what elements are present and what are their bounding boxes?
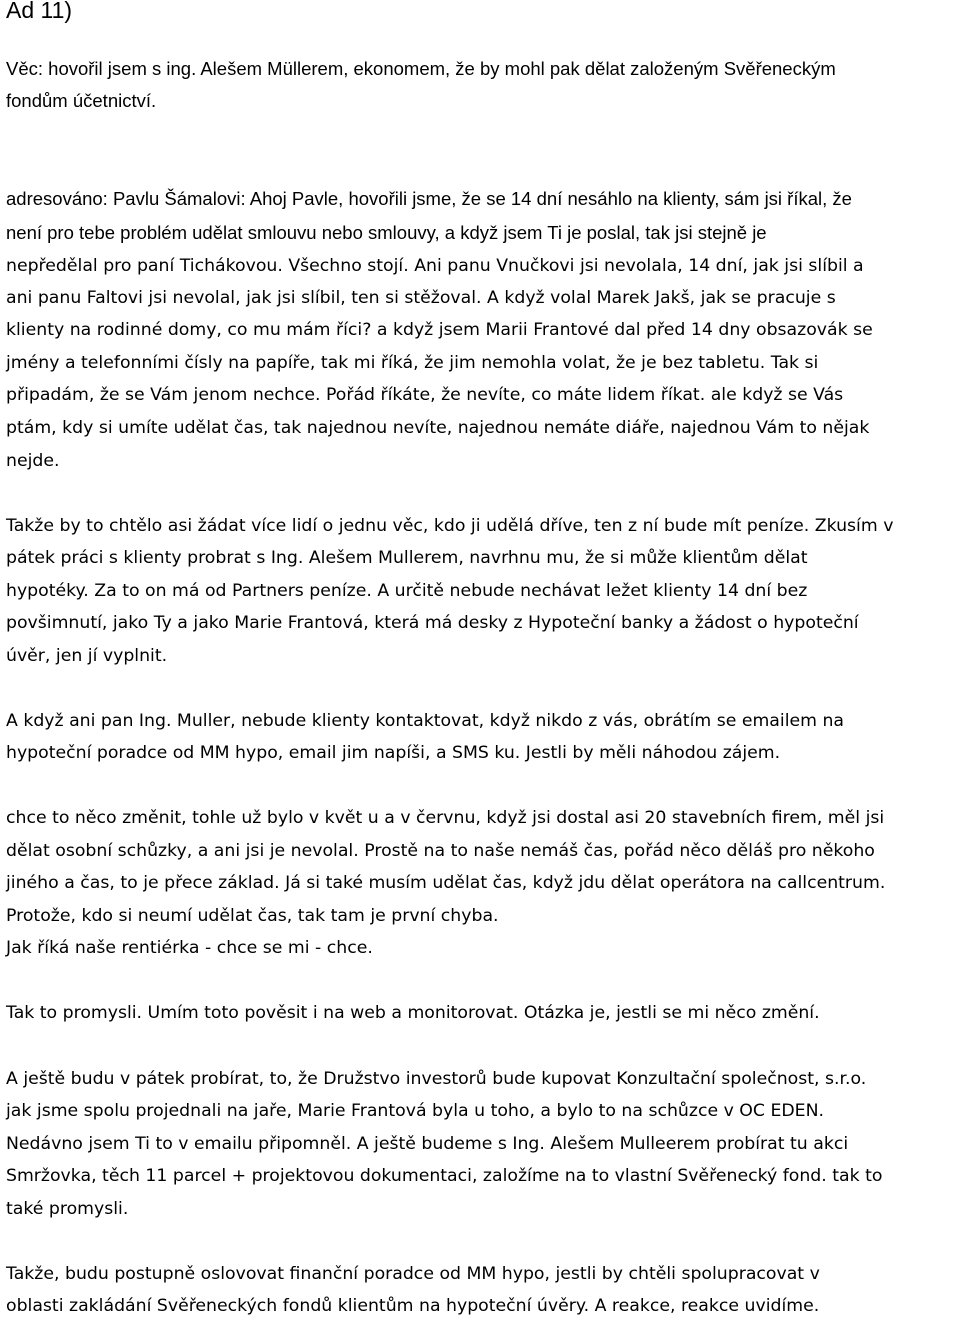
text-line: Protože, kdo si neumí udělat čas, tak tam je první chyba. bbox=[6, 906, 499, 926]
text-line: nepředělal pro paní Tichákovou. Všechno stojí. Ani panu Vnučkovi jsi nevolala, 14 dní, jak jsi slíbil a bbox=[6, 256, 864, 276]
text-line: ptám, kdy si umíte udělat čas, tak najednou nevíte, najednou nemáte diáře, najednou Vám to nějak bbox=[6, 418, 870, 438]
text-line: Tak to promysli. Umím toto pověsit i na web a monitorovat. Otázka je, jestli se mi něco změní. bbox=[6, 1003, 820, 1023]
text-line: hypotéky. Za to on má od Partners peníze. A určitě nebude nechávat ležet klienty 14 dní bez bbox=[6, 581, 808, 601]
text-line: Takže, budu postupně oslovovat finanční poradce od MM hypo, jestli by chtěli spolupracovat v bbox=[6, 1264, 820, 1284]
text-line: Jak říká naše rentiérka - chce se mi - chce. bbox=[6, 938, 373, 958]
text-line: připadám, že se Vám jenom nechce. Pořád říkáte, že nevíte, co máte lidem říkat. ale když se Vás bbox=[6, 385, 844, 405]
text-line: také promysli. bbox=[6, 1199, 129, 1219]
text-line: oblasti zakládání Svěřeneckých fondů klientům na hypoteční úvěry. A reakce, reakce uvidíme. bbox=[6, 1296, 820, 1316]
text-line: A ještě budu v pátek probírat, to, že Družstvo investorů bude kupovat Konzultační společnost, s.r.o. bbox=[6, 1069, 867, 1089]
text-line: klienty na rodinné domy, co mu mám říci? a když jsem Marii Frantové dal před 14 dny obsazovák se bbox=[6, 320, 873, 340]
text-line: povšimnutí, jako Ty a jako Marie Frantová, která má desky z Hypoteční banky a žádost o hypoteční bbox=[6, 613, 859, 633]
text-line: jak jsme spolu projednali na jaře, Marie Frantová byla u toho, a bylo to na schůzce v OC EDEN. bbox=[6, 1101, 825, 1121]
text-line: jmény a telefonními čísly na papíře, tak mi říká, že jim nemohla volat, že je bez tabletu. Tak si bbox=[6, 353, 819, 373]
text-line: adresováno: Pavlu Šámalovi: Ahoj Pavle, hovořili jsme, že se 14 dní nesáhlo na klienty, sám jsi říkal, že bbox=[6, 188, 852, 209]
text-line: není pro tebe problém udělat smlouvu nebo smlouvy, a když jsem Ti je poslal, tak jsi stejně je bbox=[6, 222, 767, 243]
text-line: hypoteční poradce od MM hypo, email jim napíši, a SMS ku. Jestli by měli náhodou zájem. bbox=[6, 743, 781, 763]
text-line: Takže by to chtělo asi žádat více lidí o jednu věc, kdo ji udělá dříve, ten z ní bude mít peníze. Zkusím v bbox=[6, 516, 894, 536]
text-line: Smržovka, těch 11 parcel + projektovou dokumentaci, založíme na to vlastní Svěřenecký fond. tak to bbox=[6, 1166, 883, 1186]
text-line: Nedávno jsem Ti to v emailu připomněl. A ještě budeme s Ing. Alešem Mulleerem probírat tu akci bbox=[6, 1134, 849, 1154]
text-line: A když ani pan Ing. Muller, nebude klienty kontaktovat, když nikdo z vás, obrátím se emailem na bbox=[6, 711, 844, 731]
text-line: pátek práci s klienty probrat s Ing. Alešem Mullerem, navrhnu mu, že si může klientům dělat bbox=[6, 548, 808, 568]
page-heading: Ad 11) bbox=[6, 0, 73, 23]
text-line: ani panu Faltovi jsi nevolal, jak jsi slíbil, ten si stěžoval. A když volal Marek Jakš, jak se pracuje s bbox=[6, 288, 836, 308]
text-line: Věc: hovořil jsem s ing. Alešem Müllerem, ekonomem, že by mohl pak dělat založeným Svěřeneckým bbox=[6, 58, 836, 79]
text-line: jiného a čas, to je přece základ. Já si také musím udělat čas, když jdu dělat operátora na callcentrum. bbox=[6, 873, 886, 893]
text-line: dělat osobní schůzky, a ani jsi je nevolal. Prostě na to naše nemáš čas, pořád něco děláš pro někoho bbox=[6, 841, 875, 861]
text-line: chce to něco změnit, tohle už bylo v květ u a v červnu, když jsi dostal asi 20 stavebních firem, měl jsi bbox=[6, 808, 885, 828]
text-line: úvěr, jen jí vyplnit. bbox=[6, 646, 168, 666]
text-line: nejde. bbox=[6, 451, 60, 471]
text-line: fondům účetnictví. bbox=[6, 90, 157, 111]
